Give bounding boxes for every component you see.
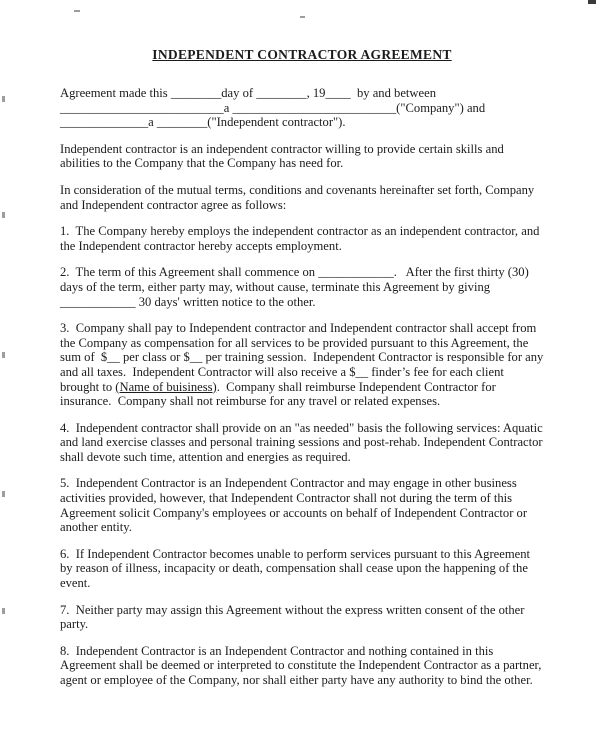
clause-3 — [60, 321, 547, 409]
clause-4: 4. Independent contractor shall provide on an "as needed" basis the following services: Aquatic and land exercise classes and personal training sessions and post-rehab. Independent Contractor shall devote such time, attention and energies as required. — [60, 420, 546, 464]
scan-artifact — [2, 352, 5, 358]
clause-3-business-name-blank: (Name of buisiness) — [115, 379, 217, 394]
clause-2: 2. The term of this Agreement shall commence on ____________. After the first thirty (30) days of the term, either party may, without cause, terminate this Agreement by giving ____________ 30 days' written notice to the other. — [60, 265, 532, 309]
scan-artifact — [2, 491, 5, 497]
opening-paragraph: Agreement made this ________day of ________, 19____ by and between __________________________a __________________________("Company") and ______________a ________("Independent contractor"). — [60, 86, 489, 130]
scan-artifact — [300, 16, 305, 18]
clause-1: 1. The Company hereby employs the independent contractor as an independent contractor, and the Independent contractor hereby accepts employment. — [60, 224, 543, 253]
scan-artifact — [2, 96, 5, 102]
intro-paragraph-1: Independent contractor is an independent contractor willing to provide certain skills and abilities to the Company that the Company has need for. — [60, 141, 507, 171]
clause-3-text-continued: . Company shall reimburse Independent Contractor for insurance. Company shall not reimburse for any travel or related expenses. — [60, 379, 499, 409]
clause-3-text: 3. Company shall pay to Independent contractor and Independent contractor shall accept from the Company as compensation for all services to be provided pursuant to this Agreement, the sum of $__ per class or $__ per training session. Independent Contractor is responsible for any and all taxes. Independent Contractor will also receive a $__ finder’s fee for each client brought to — [60, 321, 547, 394]
clause-8: 8. Independent Contractor is an Independent Contractor and nothing contained in this Agreement shall be deemed or interpreted to constitute the Independent Contractor as a partner, agent or employee of the Company, nor shall either party have any authority to bind the other. — [60, 643, 545, 687]
document-title: INDEPENDENT CONTRACTOR AGREEMENT — [152, 47, 452, 62]
scan-artifact — [588, 0, 596, 4]
scan-artifact — [2, 608, 5, 614]
title-row — [60, 46, 544, 64]
clause-7: 7. Neither party may assign this Agreement without the express written consent of the other party. — [60, 602, 528, 632]
scan-artifact — [74, 10, 80, 12]
scan-artifact — [2, 212, 5, 218]
clause-6: 6. If Independent Contractor becomes unable to perform services pursuant to this Agreement by reason of illness, incapacity or death, compensation shall cease upon the happening of the event. — [60, 546, 534, 591]
intro-paragraph-2: In consideration of the mutual terms, conditions and covenants hereinafter set forth, Company and Independent contractor agree as follows: — [60, 182, 538, 212]
clause-5: 5. Independent Contractor is an Independent Contractor and may engage in other business activities provided, however, that Independent Contractor shall not during the term of this Agreement solicit Company's employees or accounts on behalf of Independent Contractor or another entity. — [60, 476, 531, 535]
